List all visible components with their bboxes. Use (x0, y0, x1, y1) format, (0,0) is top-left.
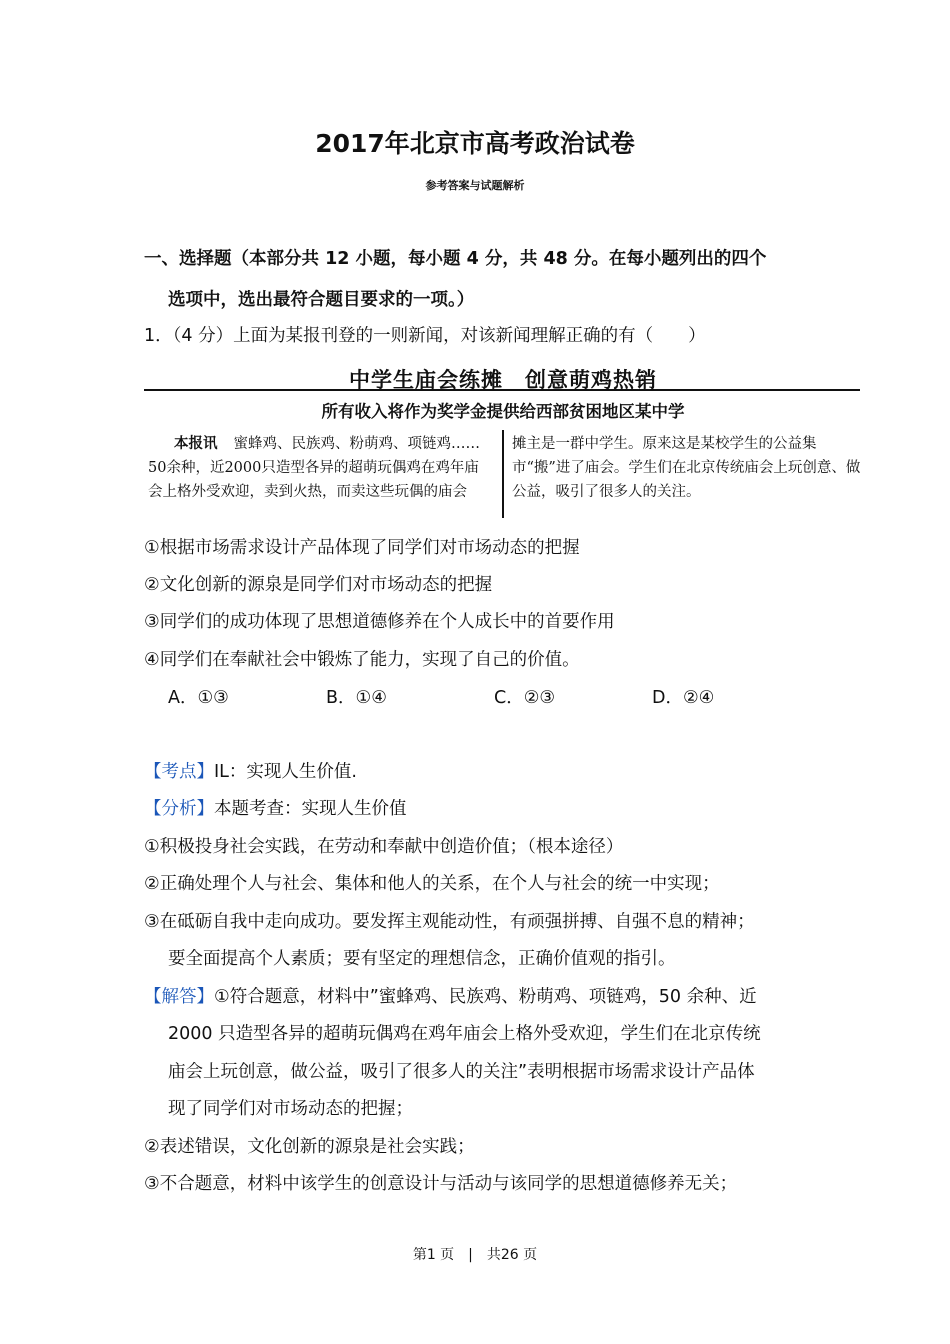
jieda-line-4: 现了同学们对市场动态的把握； (168, 1099, 413, 1119)
kaodian-tag: 【考点】 (144, 762, 214, 782)
fenxi-line (144, 795, 407, 820)
analysis-point-3: ③在砥砺自我中走向成功。要发挥主观能动性，有顽强拼搏、自强不息的精神； (144, 912, 755, 932)
jieda-text-1: ①符合题意，材料中”蜜蜂鸡、民族鸡、粉萌鸡、项链鸡，50 余种、近 (214, 987, 757, 1007)
option-d (652, 684, 714, 709)
after-line-2: ③不合题意，材料中该学生的创意设计与活动与该同学的思想道德修养无关； (144, 1174, 738, 1194)
clipping-right-column (502, 432, 864, 504)
analysis-point-2: ②正确处理个人与社会、集体和他人的关系，在个人与社会的统一中实现； (144, 874, 720, 894)
fenxi-tag: 【分析】 (144, 799, 214, 819)
fenxi-text: 本题考查：实现人生价值 (214, 799, 407, 819)
option-a (168, 684, 229, 709)
option-d-label: D． (652, 688, 683, 708)
jieda-line-2: 2000 只造型各异的超萌玩偶鸡在鸡年庙会上格外受欢迎，学生们在北京传统 (168, 1024, 761, 1044)
analysis-point-3-cont: 要全面提高个人素质；要有坚定的理想信念，正确价值观的指引。 (168, 949, 676, 969)
section-heading-line1: 一、选择题（本部分共 12 小题，每小题 4 分，共 48 分。在每小题列出的四个 (144, 249, 767, 269)
option-b-label: B． (326, 688, 356, 708)
page-footer: 第1 页 | 共26 页 (412, 1247, 538, 1263)
question-stem: 1．（4 分）上面为某报刊登的一则新闻，对该新闻理解正确的有（ ） (144, 326, 706, 346)
option-c-value: ②③ (523, 688, 556, 708)
jieda-line-3: 庙会上玩创意，做公益，吸引了很多人的关注”表明根据市场需求设计产品体 (168, 1062, 755, 1082)
clipping-left-column (144, 432, 484, 504)
option-c-label: C． (494, 688, 524, 708)
after-line-1: ②表述错误，文化创新的源泉是社会实践； (144, 1137, 475, 1157)
clipping-left-text: 蜜蜂鸡、民族鸡、粉萌鸡、项链鸡……50余种，近2000只造型各异的超萌玩偶鸡在鸡年庙会上格外受欢迎，卖到火热，而卖这些玩偶的庙会 (148, 436, 480, 500)
kaodian-text: IL：实现人生价值. (214, 762, 357, 782)
clipping-lead: 本报讯 (174, 436, 218, 452)
statement-3: ③同学们的成功体现了思想道德修养在个人成长中的首要作用 (144, 612, 615, 632)
option-b (326, 684, 387, 709)
jieda-line-1 (144, 983, 757, 1008)
option-d-value: ②④ (682, 688, 715, 708)
statement-4: ④同学们在奉献社会中锻炼了能力，实现了自己的价值。 (144, 650, 580, 670)
clipping-rule (144, 389, 860, 391)
news-clipping (144, 360, 862, 524)
section-heading-line2: 选项中，选出最符合题目要求的一项。） (168, 290, 475, 310)
page-title: 2017年北京市高考政治试卷 (315, 129, 635, 158)
page-subtitle: 参考答案与试题解析 (425, 179, 525, 192)
analysis-point-1: ①积极投身社会实践，在劳动和奉献中创造价值；（根本途径） (144, 837, 624, 857)
statement-1: ①根据市场需求设计产品体现了同学们对市场动态的把握 (144, 538, 580, 558)
clipping-right-text: 摊主是一群中学生。原来这是某校学生的公益集市“搬”进了庙会。学生们在北京传统庙会上玩创意、做公益，吸引了很多人的关注。 (512, 436, 861, 500)
clipping-headline: 中学生庙会练摊 创意萌鸡热销 (349, 368, 657, 392)
jieda-tag: 【解答】 (144, 987, 214, 1007)
kaodian-line (144, 758, 357, 783)
option-b-value: ①④ (355, 688, 387, 708)
clipping-subhead: 所有收入将作为奖学金提供给西部贫困地区某中学 (321, 402, 685, 421)
option-a-label: A． (168, 688, 198, 708)
statement-2: ②文化创新的源泉是同学们对市场动态的把握 (144, 575, 493, 595)
option-a-value: ①③ (197, 688, 229, 708)
option-c (494, 684, 555, 709)
